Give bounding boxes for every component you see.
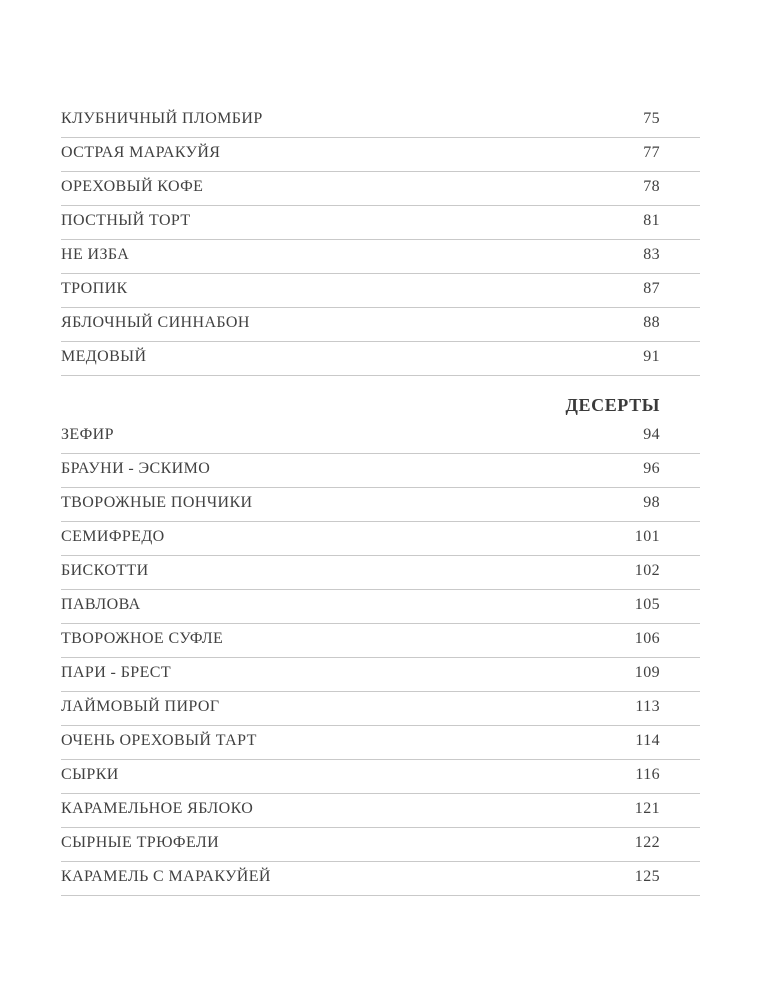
toc-entry <box>61 624 700 658</box>
toc-entry-page-number: 105 <box>634 596 660 613</box>
toc-entry-title: КАРАМЕЛЬ С МАРАКУЙЕЙ <box>61 868 271 885</box>
toc-entry <box>61 556 700 590</box>
toc-entry-title: КЛУБНИЧНЫЙ ПЛОМБИР <box>61 110 263 127</box>
toc-entry <box>61 522 700 556</box>
toc-entry-title: МЕДОВЫЙ <box>61 348 147 365</box>
toc-entry-page-number: 83 <box>643 246 660 263</box>
toc-entry-page-number: 102 <box>634 562 660 579</box>
toc-entry <box>61 760 700 794</box>
toc-entry-page-number: 114 <box>635 732 660 749</box>
toc-entry <box>61 454 700 488</box>
toc-entry-title: ТРОПИК <box>61 280 128 297</box>
toc-entry-title: ЗЕФИР <box>61 426 114 443</box>
toc-entry-page-number: 106 <box>634 630 660 647</box>
toc-entry-page-number: 77 <box>643 144 660 161</box>
toc-entry <box>61 828 700 862</box>
toc-entry <box>61 794 700 828</box>
toc-entry <box>61 692 700 726</box>
toc-entry-title: ОСТРАЯ МАРАКУЙЯ <box>61 144 221 161</box>
toc-entry-title: ОРЕХОВЫЙ КОФЕ <box>61 178 204 195</box>
toc-entry-title: ПАВЛОВА <box>61 596 141 613</box>
toc-entry-title: НЕ ИЗБА <box>61 246 130 263</box>
toc-entry-title: СЕМИФРЕДО <box>61 528 165 545</box>
toc-entry-page-number: 94 <box>643 426 660 443</box>
toc-entry <box>61 488 700 522</box>
toc-entry-title: БИСКОТТИ <box>61 562 149 579</box>
toc-entry-title: ТВОРОЖНОЕ СУФЛЕ <box>61 630 224 647</box>
toc-entry-title: ПОСТНЫЙ ТОРТ <box>61 212 191 229</box>
toc-entry <box>61 104 700 138</box>
toc-entry-title: ОЧЕНЬ ОРЕХОВЫЙ ТАРТ <box>61 732 257 749</box>
toc-entry <box>61 420 700 454</box>
toc-entry-page-number: 116 <box>635 766 660 783</box>
toc-entry-title: СЫРНЫЕ ТРЮФЕЛИ <box>61 834 220 851</box>
toc-entry-page-number: 96 <box>643 460 660 477</box>
toc-entry <box>61 658 700 692</box>
toc-entry-page-number: 98 <box>643 494 660 511</box>
toc-entry <box>61 342 700 376</box>
toc-entry-page-number: 87 <box>643 280 660 297</box>
toc-entry-page-number: 113 <box>635 698 660 715</box>
toc-entry-page-number: 88 <box>643 314 660 331</box>
section-header: ДЕСЕРТЫ <box>565 395 660 415</box>
toc-entry-title: ЛАЙМОВЫЙ ПИРОГ <box>61 698 220 715</box>
toc-entry-title: СЫРКИ <box>61 766 119 783</box>
toc-entry-page-number: 125 <box>634 868 660 885</box>
toc-entry <box>61 308 700 342</box>
toc-entry <box>61 862 700 896</box>
toc-entry-page-number: 109 <box>634 664 660 681</box>
toc-entry <box>61 172 700 206</box>
toc-entry-title: КАРАМЕЛЬНОЕ ЯБЛОКО <box>61 800 254 817</box>
toc-entry-page-number: 78 <box>643 178 660 195</box>
toc-entry <box>61 274 700 308</box>
toc-entry-page-number: 75 <box>643 110 660 127</box>
toc-entry <box>61 138 700 172</box>
toc-entry-title: ПАРИ - БРЕСТ <box>61 664 171 681</box>
toc-entry-title: БРАУНИ - ЭСКИМО <box>61 460 211 477</box>
toc-entry <box>61 726 700 760</box>
toc-entry-title: ТВОРОЖНЫЕ ПОНЧИКИ <box>61 494 253 511</box>
toc-entry-page-number: 81 <box>643 212 660 229</box>
table-of-contents <box>61 104 700 896</box>
toc-entry-page-number: 101 <box>634 528 660 545</box>
toc-entry-page-number: 121 <box>634 800 660 817</box>
toc-entry-page-number: 122 <box>634 834 660 851</box>
toc-entry <box>61 240 700 274</box>
toc-entry-title: ЯБЛОЧНЫЙ СИННАБОН <box>61 314 250 331</box>
toc-entry <box>61 590 700 624</box>
toc-entry-page-number: 91 <box>643 348 660 365</box>
toc-entry <box>61 206 700 240</box>
